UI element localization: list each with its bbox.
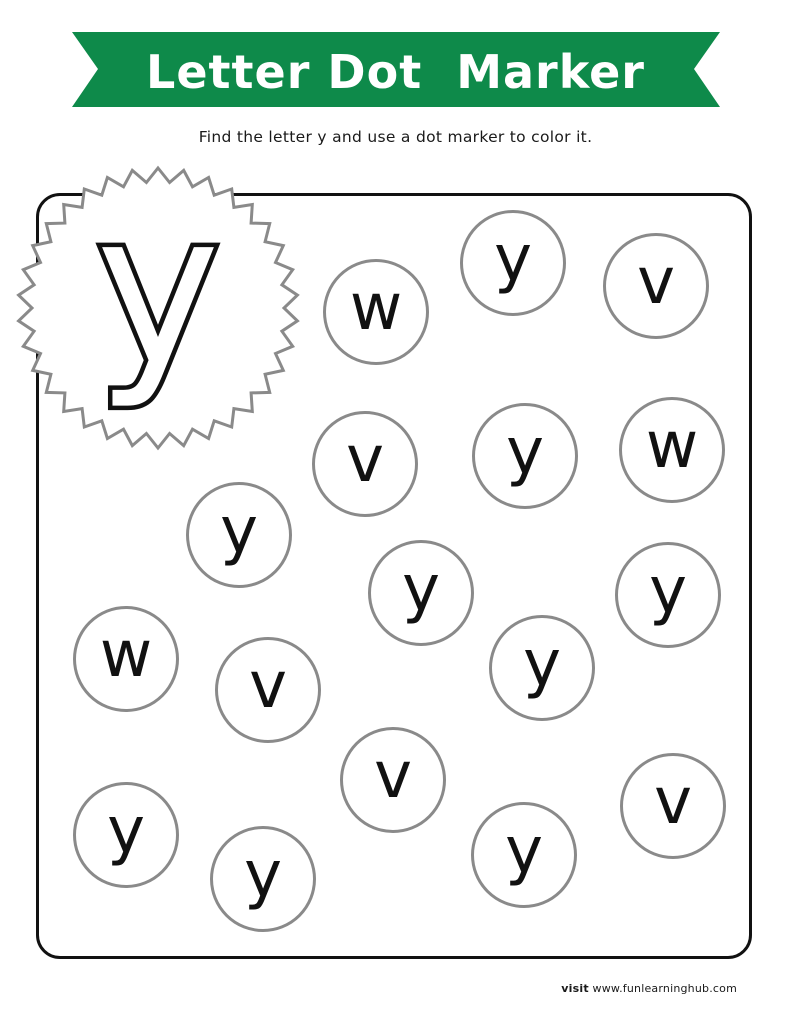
dot-letter: y <box>523 627 561 701</box>
dot-letter: w <box>349 271 403 345</box>
dot-letter: v <box>346 423 384 497</box>
dot-circle[interactable] <box>460 210 566 316</box>
dot-letter: y <box>505 814 543 888</box>
target-letter: y <box>95 167 221 412</box>
dot-letter: y <box>107 794 145 868</box>
footer-credit <box>561 982 737 995</box>
dot-circle[interactable] <box>340 727 446 833</box>
dot-circle[interactable] <box>210 826 316 932</box>
dot-circle[interactable] <box>215 637 321 743</box>
dot-letter: v <box>374 739 412 813</box>
dot-circle[interactable] <box>312 411 418 517</box>
dot-circle[interactable] <box>472 403 578 509</box>
dot-circle[interactable] <box>615 542 721 648</box>
dot-circle[interactable] <box>489 615 595 721</box>
dot-circle[interactable] <box>619 397 725 503</box>
dot-circle[interactable] <box>73 606 179 712</box>
dot-letter: y <box>244 838 282 912</box>
dot-letter: y <box>494 222 532 296</box>
dot-letter: v <box>637 245 675 319</box>
dot-letter: y <box>402 552 440 626</box>
dot-letter: w <box>99 618 153 692</box>
dot-letter: y <box>220 494 258 568</box>
footer-prefix: visit <box>561 982 589 995</box>
dot-circle[interactable] <box>603 233 709 339</box>
dot-circle[interactable] <box>186 482 292 588</box>
dot-letter: v <box>249 649 287 723</box>
instruction-text: Find the letter y and use a dot marker to color it. <box>198 128 593 146</box>
dot-letter: y <box>649 554 687 628</box>
dot-circle[interactable] <box>368 540 474 646</box>
dot-circle[interactable] <box>73 782 179 888</box>
dot-circle[interactable] <box>620 753 726 859</box>
dot-letter: v <box>654 765 692 839</box>
dot-circle[interactable] <box>323 259 429 365</box>
page-title: Letter Dot Marker <box>146 45 645 99</box>
dot-letter: y <box>506 415 544 489</box>
dot-circle[interactable] <box>471 802 577 908</box>
dot-letter: w <box>645 409 699 483</box>
footer-url[interactable]: www.funlearninghub.com <box>592 982 737 995</box>
